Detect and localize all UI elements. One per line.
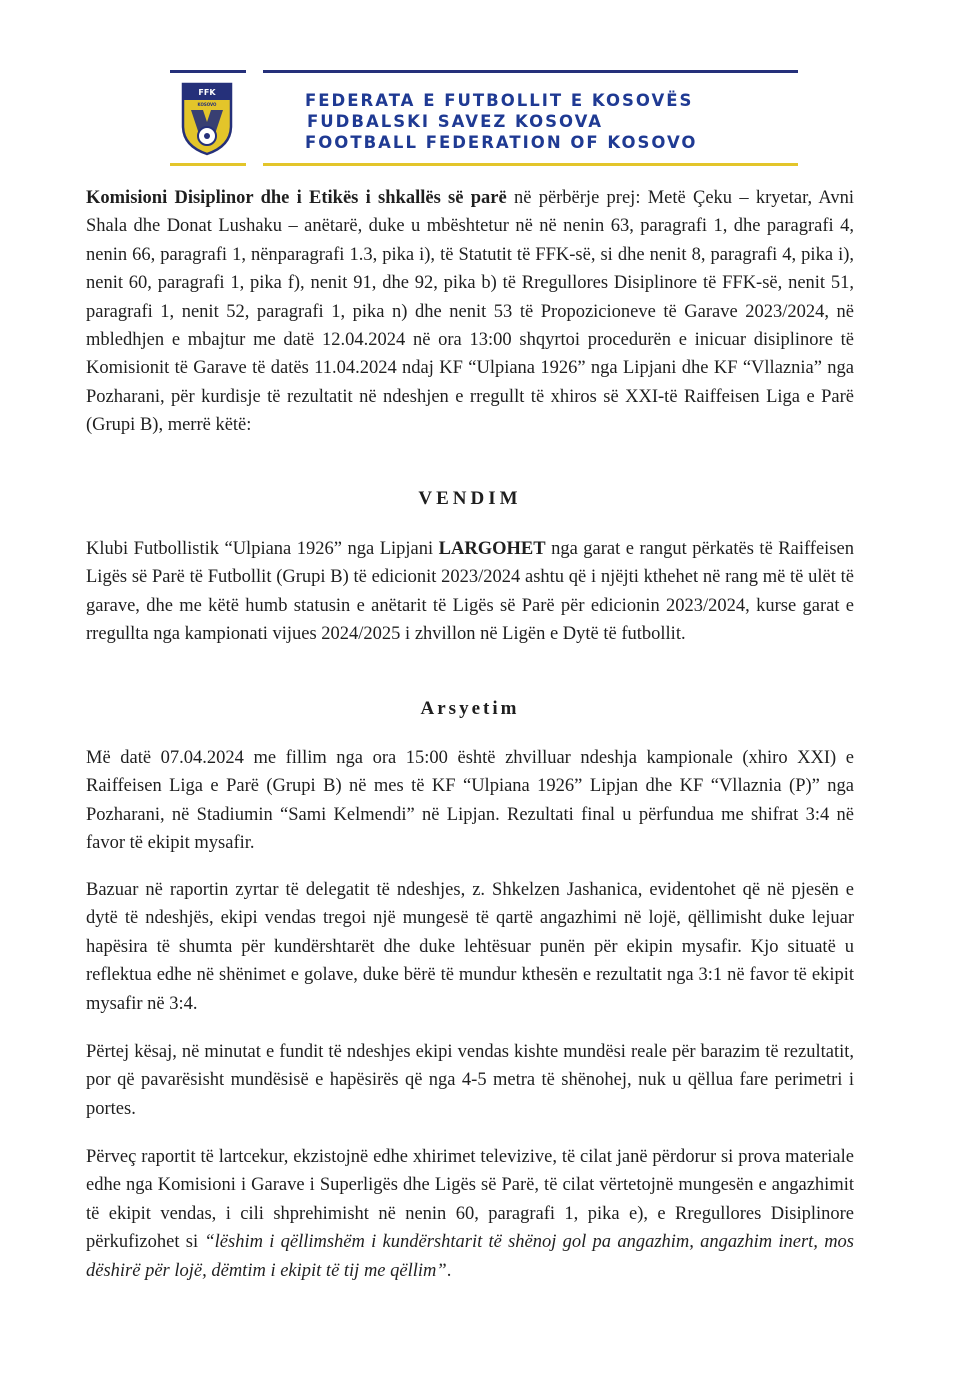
- reasoning-heading: Arsyetim: [420, 698, 520, 719]
- intro-paragraph: [86, 184, 854, 440]
- decision-heading: VENDIM: [418, 488, 522, 509]
- federation-name-albanian: FEDERATA E FUTBOLLIT E KOSOVËS: [305, 91, 694, 110]
- decision-text-before: Klubi Futbollistik “Ulpiana 1926” nga Lipjani: [86, 539, 439, 559]
- decision-bold-word: LARGOHET: [438, 539, 546, 559]
- header-rule-bottom-right: [263, 163, 798, 166]
- reasoning-paragraph-4-text: Përveç raportit të lartcekur, ekzistojnë edhe xhirimet televizive, të cilat janë përdorur si prova materiale edhe nga Komisioni i Garave i Superligës dhe Ligës së Parë, të cilat vërtetojnë mungesën e angazhimit të ekipit vendas, i cili shprehimisht në nenin 60, paragrafi 1, pika e), e Rregullores Disiplinore përkufizohet si: [86, 1147, 854, 1253]
- crest-sublabel: KOSOVO: [197, 102, 217, 107]
- decision-paragraph: [86, 535, 854, 649]
- header-rule-bottom-left: [170, 163, 246, 166]
- reasoning-paragraph-2: Bazuar në raportin zyrtar të delegatit të ndeshjes, z. Shkelzen Jashanica, evidentohet që në pjesën e dytë të ndeshjës, ekipi vendas tregoi një mungesë të qartë angazhimi në lojë, qëllimisht duke lejuar hapësira të shumta për kundërshtarët dhe duke lehtësuar punën për ekipin mysafir. Kjo situatë u reflektua edhe në shënimet e golave, duke bërë të mundur kthesën e rezultatit nga 3:1 në favor të ekipit mysafir në 3:4.: [86, 880, 854, 1014]
- header-rule-top-left: [170, 70, 246, 73]
- reasoning-paragraph-4: [86, 1143, 854, 1285]
- reasoning-paragraph-4-quote: “lëshim i qëllimshëm i kundërshtarit të shënoj gol pa angazhim, angazhim inert, mos dëshirë për lojë, dëmtim i ekipit të tij me qëllim”: [86, 1232, 855, 1281]
- header-rule-top-right: [263, 70, 798, 73]
- intro-text: në përbërje prej: Metë Çeku – kryetar, Avni Shala dhe Donat Lushaku – anëtarë, duke u mbështetur në në nenin 63, paragrafi 1, dhe paragrafi 4, nenin 66, paragrafi 1, nënparagrafi 1.3, pika i), të Statutit të FFK-së, si dhe nenit 8, paragrafi 4, pika i), nenit 60, paragrafi 1, pika f), nenit 91, dhe 92, pika b) të Rregullores Disiplinore të FFK-së, nenit 51, paragrafi 1, nenit 52, paragrafi 1, pika n) dhe nenit 53 të Propozicioneve të Garave 2023/2024, në mbledhjen e mbajtur me datë 12.04.2024 në ora 13:00 shqyrtoi procedurën e inicuar disiplinore të Komisionit të Garave të datës 11.04.2024 ndaj KF “Ulpiana 1926” nga Lipjani dhe KF “Vllaznia” nga Pozharani, për kurdisje të rezultatit në ndeshjen e rregullt të xhiros së XXI-të Raiffeisen Liga e Parë (Grupi B), merrë këtë:: [86, 188, 854, 436]
- federation-name-serbian: FUDBALSKI SAVEZ KOSOVA: [307, 112, 604, 131]
- federation-title-block: [305, 90, 745, 153]
- reasoning-paragraph-4-end: .: [446, 1260, 452, 1281]
- reasoning-paragraph-3: Përtej kësaj, në minutat e fundit të ndeshjes ekipi vendas kishte mundësi reale për barazim të rezultatit, por që pavarësisht mundësisë e hapësirës që nga 4-5 metra të shënohej, nuk u qëllua fare perimetri i portes.: [86, 1042, 854, 1119]
- decision-text-after: nga garat e rangut përkatës të Raiffeisen Ligës së Parë të Futbollit (Grupi B) të edicionit 2023/2024 ashtu që i njëjti kthehet në rang më të ulët të garave, dhe me këtë humb statusin e anëtarit të Ligës së Parë për edicionin 2023/2024, kurse garat e rregullta nga kampionati vijues 2024/2025 i zhvillon në Ligën e Dytë të futbollit.: [86, 539, 854, 645]
- crest-label: FFK: [198, 88, 216, 97]
- intro-bold-lead: Komisioni Disiplinor dhe i Etikës i shkallës së parë: [86, 188, 507, 208]
- federation-name-english: FOOTBALL FEDERATION OF KOSOVO: [305, 133, 698, 152]
- reasoning-paragraph-1: Më datë 07.04.2024 me fillim nga ora 15:00 është zhvilluar ndeshja kampionale (xhiro XXI) e Raiffeisen Liga e Parë (Grupi B) në mes të KF “Ulpiana 1926” Lipjan dhe KF “Vllaznia (P)” nga Pozharani, në Stadiumin “Sami Kelmendi” në Lipjan. Rezultati final u përfundua me shifrat 3:4 në favor të ekipit mysafir.: [86, 748, 854, 854]
- ffk-crest-logo: [181, 82, 233, 156]
